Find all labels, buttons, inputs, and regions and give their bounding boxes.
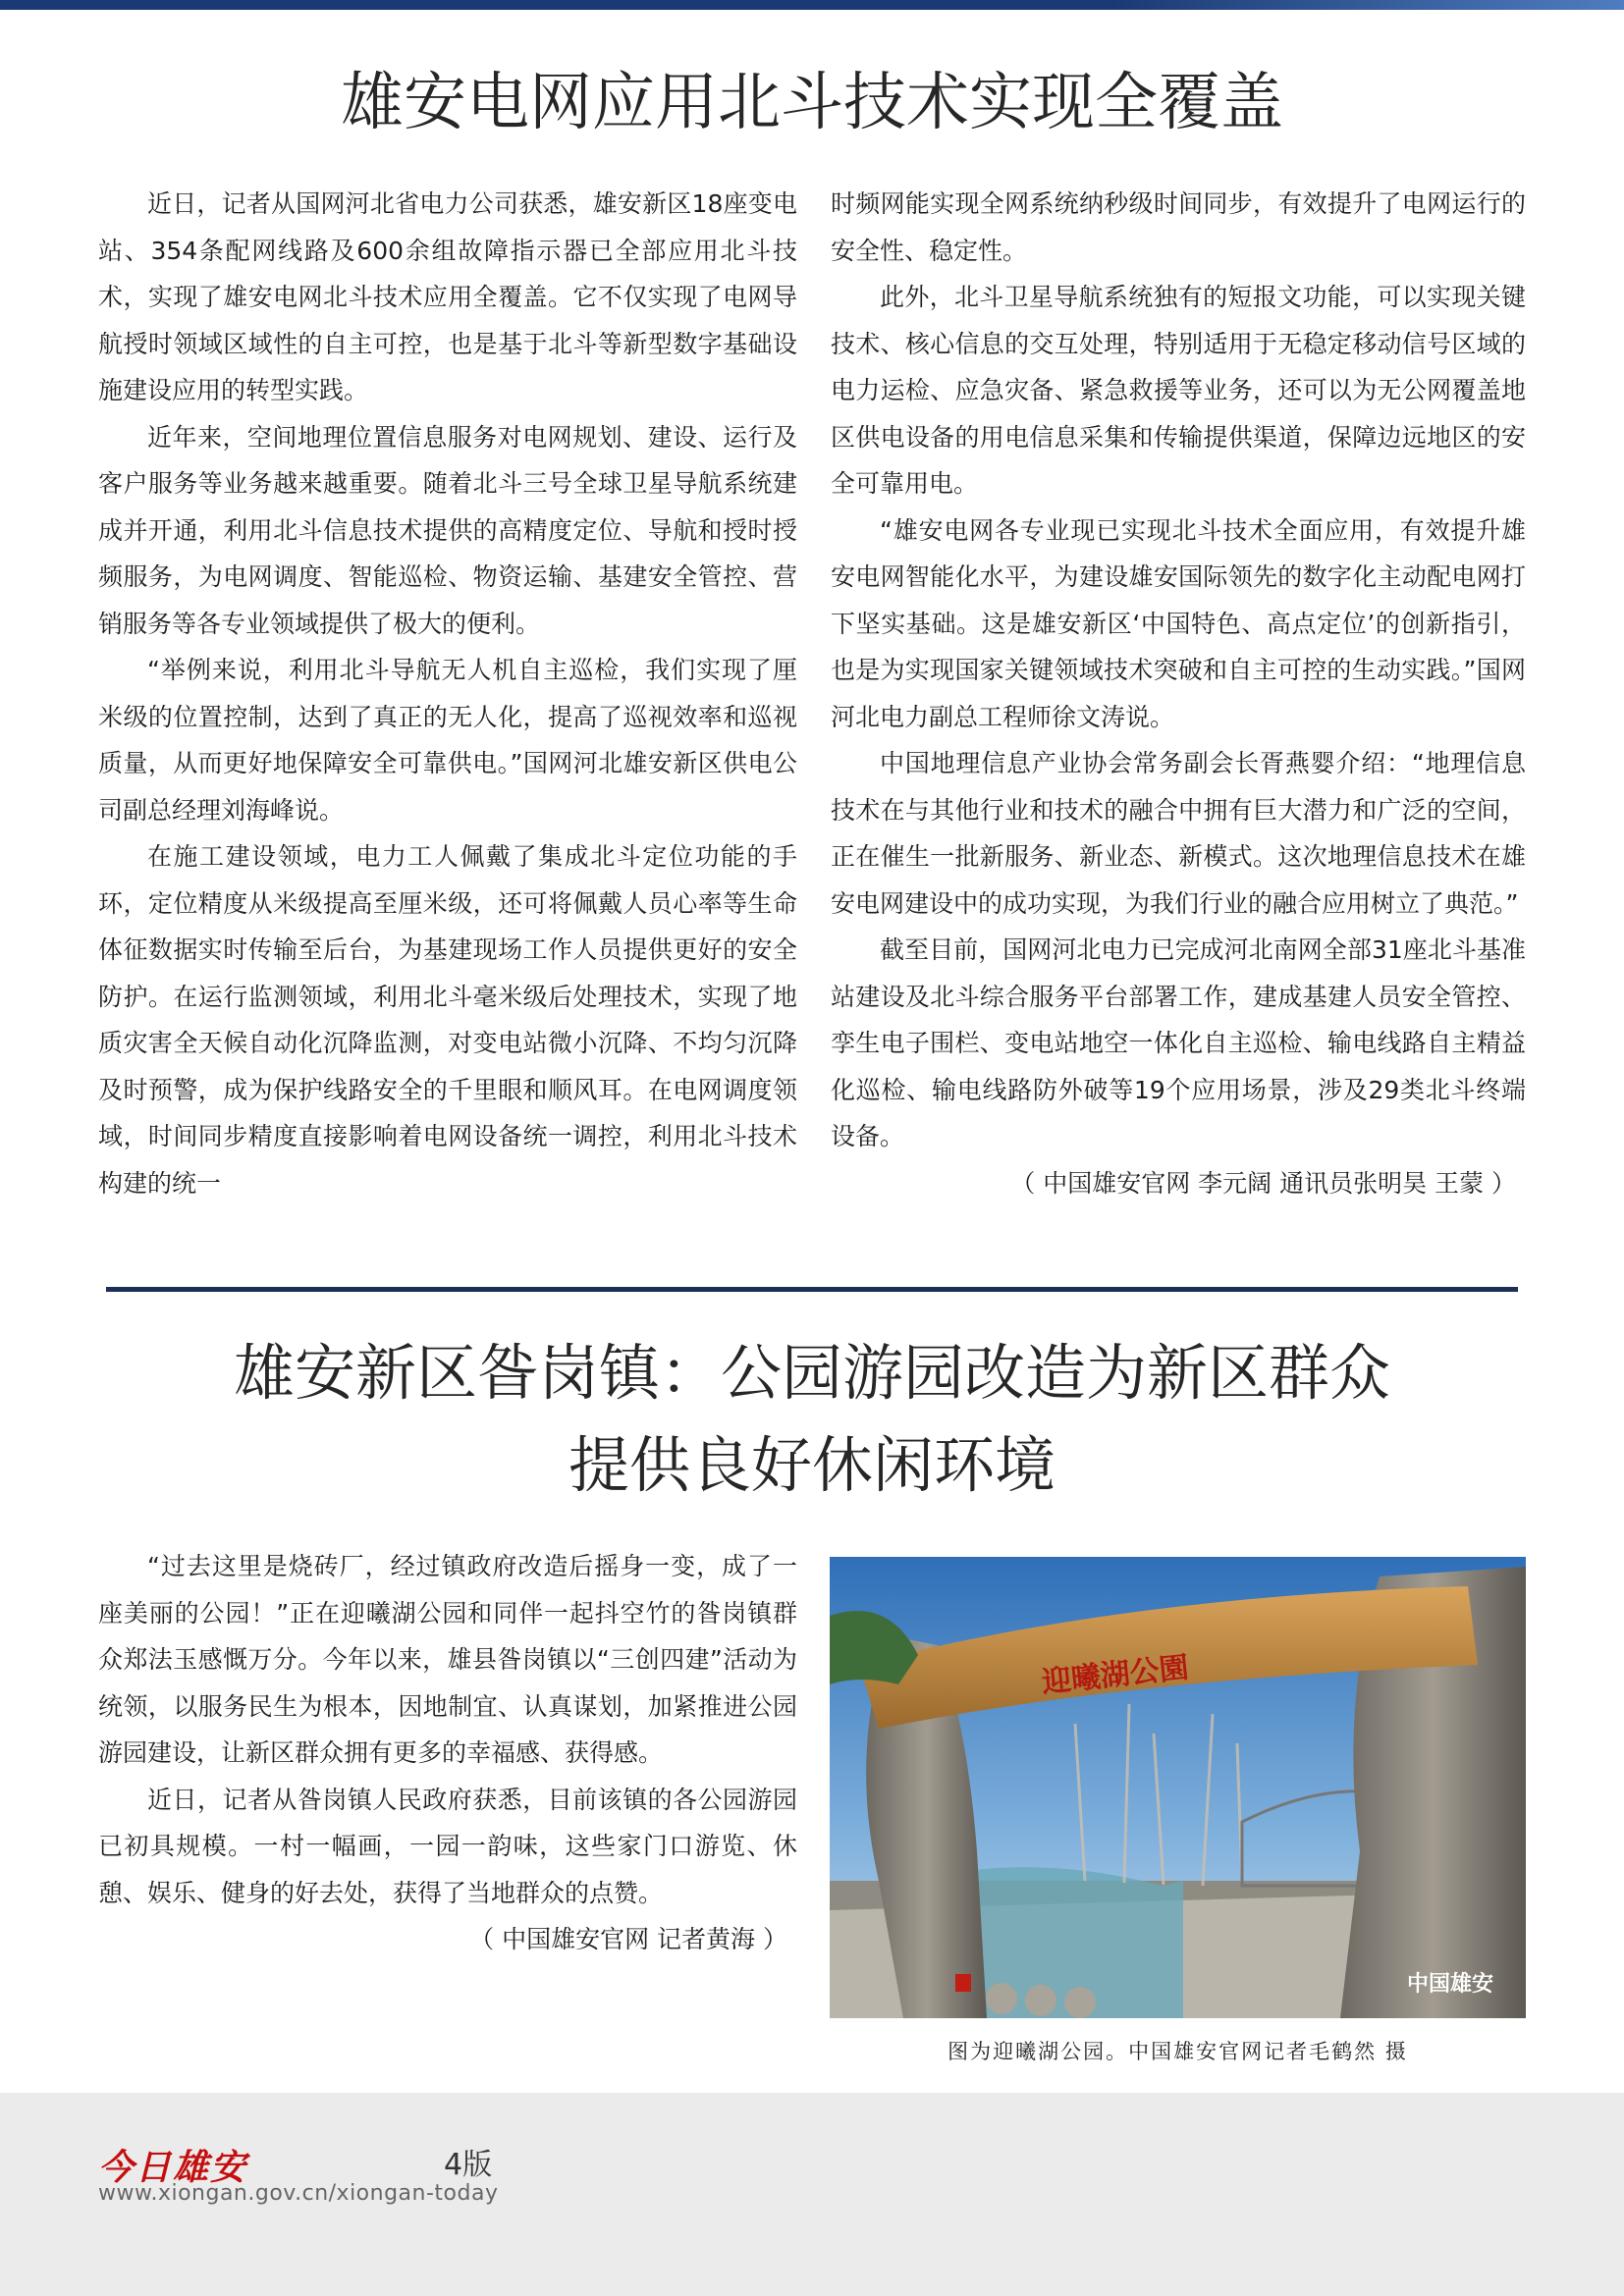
photo-watermark: 中国雄安 xyxy=(1407,1971,1494,1997)
article1-paragraph: “举例来说，利用北斗导航无人机自主巡检，我们实现了厘米级的位置控制，达到了真正的无人化，提高了巡视效率和巡视质量，从而更好地保障安全可靠供电。”国网河北雄安新区供电公司副总经理刘海峰说。 xyxy=(98,656,797,825)
article1-right-column xyxy=(831,181,1526,1206)
article1-paragraph: 在施工建设领域，电力工人佩戴了集成北斗定位功能的手环，定位精度从米级提高至厘米级，还可将佩戴人员心率等生命体征数据实时传输至后台，为基建现场工作人员提供更好的安全防护。在运行监测领域，利用北斗毫米级后处理技术，实现了地质灾害全天候自动化沉降监测，对变电站微小沉降、不均匀沉降及时预警，成为保护线路安全的千里眼和顺风耳。在电网调度领域，时间同步精度直接影响着电网设备统一调控，利用北斗技术构建的统一 xyxy=(98,842,797,1198)
section-divider xyxy=(106,1287,1518,1292)
article2-paragraph: 近日，记者从昝岗镇人民政府获悉，目前该镇的各公园游园已初具规模。一村一幅画，一园一韵味，这些家门口游览、休憩、娱乐、健身的好去处，获得了当地群众的点赞。 xyxy=(98,1785,797,1907)
article1-title: 雄安电网应用北斗技术实现全覆盖 xyxy=(341,67,1283,139)
article1-paragraph: 近日，记者从国网河北省电力公司获悉，雄安新区18座变电站、354条配网线路及600余组故障指示器已全部应用北斗技术，实现了雄安电网北斗技术应用全覆盖。它不仅实现了电网导航授时领域区域性的自主可控，也是基于北斗等新型数字基础设施建设应用的转型实践。 xyxy=(98,189,797,404)
park-gate-photo xyxy=(830,1557,1526,2018)
article2-paragraph: “过去这里是烧砖厂，经过镇政府改造后摇身一变，成了一座美丽的公园！”正在迎曦湖公园和同伴一起抖空竹的昝岗镇群众郑法玉感慨万分。今年以来，雄县昝岗镇以“三创四建”活动为统领，以服务民生为根本，因地制宜、认真谋划，加紧推进公园游园建设，让新区群众拥有更多的幸福感、获得感。 xyxy=(98,1552,797,1767)
article1-paragraph: 中国地理信息产业协会常务副会长胥燕婴介绍：“地理信息技术在与其他行业和技术的融合中拥有巨大潜力和广泛的空间，正在催生一批新服务、新业态、新模式。这次地理信息技术在雄安电网建设中的成功实现，为我们行业的融合应用树立了典范。” xyxy=(831,749,1526,918)
newspaper-logo: 今日雄安 xyxy=(98,2147,248,2188)
article1-paragraph: “雄安电网各专业现已实现北斗技术全面应用，有效提升雄安电网智能化水平，为建设雄安国际领先的数字化主动配电网打下坚实基础。这是雄安新区‘中国特色、高点定位’的创新指引，也是为实现国家关键领域技术突破和自主可控的生动实践。”国网河北电力副总工程师徐文涛说。 xyxy=(831,515,1526,731)
article1-paragraph: 此外，北斗卫星导航系统独有的短报文功能，可以实现关键技术、核心信息的交互处理，特别适用于无稳定移动信号区域的电力运检、应急灾备、紧急救援等业务，还可以为无公网覆盖地区供电设备的用电信息采集和传输提供渠道，保障边远地区的安全可靠用电。 xyxy=(831,283,1526,498)
top-bar-gradient xyxy=(1113,0,1624,10)
article2-title-line2: 提供良好休闲环境 xyxy=(568,1429,1056,1501)
page-edition: 4版 xyxy=(444,2148,493,2182)
article2-credit: （ 中国雄安官网 记者黄海 ） xyxy=(469,1925,787,1953)
article1-left-column xyxy=(98,181,797,1206)
article2-title-line1: 雄安新区昝岗镇：公园游园改造为新区群众 xyxy=(233,1337,1390,1409)
article1-paragraph: 近年来，空间地理位置信息服务对电网规划、建设、运行及客户服务等业务越来越重要。随着北斗三号全球卫星导航系统建成并开通，利用北斗信息技术提供的高精度定位、导航和授时授频服务，为电网调度、智能巡检、物资运输、基建安全管控、营销服务等各专业领域提供了极大的便利。 xyxy=(98,422,797,638)
park-sign-text: 迎曦湖公園 xyxy=(1040,1650,1191,1700)
website-link[interactable]: www.xiongan.gov.cn/xiongan-today xyxy=(98,2181,499,2206)
photo-caption: 图为迎曦湖公园。中国雄安官网记者毛鹤然 摄 xyxy=(947,2040,1408,2063)
article2-text-column xyxy=(98,1543,797,1963)
article1-credit: （ 中国雄安官网 李元阔 通讯员张明昊 王蒙 ） xyxy=(1010,1168,1516,1198)
top-color-bar xyxy=(0,0,1624,10)
article1-paragraph: 截至目前，国网河北电力已完成河北南网全部31座北斗基准站建设及北斗综合服务平台部署工作，建成基建人员安全管控、孪生电子围栏、变电站地空一体化自主巡检、输电线路自主精益化巡检、输电线路防外破等19个应用场景，涉及29类北斗终端设备。 xyxy=(831,935,1526,1150)
article2-title xyxy=(98,1327,1526,1512)
park-gate-illustration xyxy=(830,1557,1526,2018)
article1-continuation: 时频网能实现全网系统纳秒级时间同步，有效提升了电网运行的安全性、稳定性。 xyxy=(831,189,1526,265)
